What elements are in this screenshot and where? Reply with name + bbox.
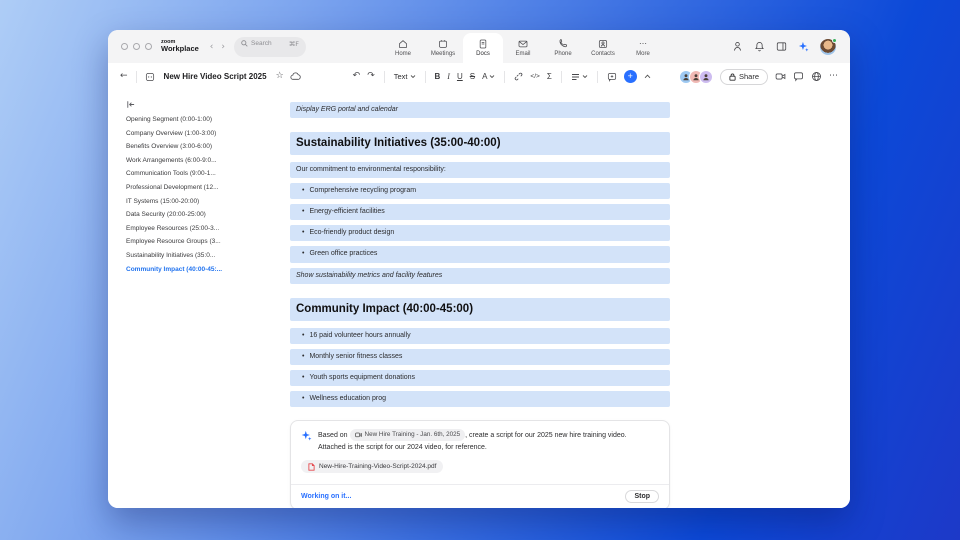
outline-item[interactable] [126, 211, 270, 218]
tab-more[interactable] [623, 30, 663, 63]
outline-item[interactable] [126, 238, 270, 245]
docs-icon [478, 39, 488, 49]
document-block[interactable] [290, 204, 670, 220]
prompt-suffix: , create a script for our 2025 new hire training video. [465, 432, 627, 440]
tab-label: Contacts [591, 50, 615, 57]
outline-item-label: Communication Tools (9:00-1... [126, 170, 216, 178]
redo-icon[interactable]: ↷ [367, 71, 375, 81]
docs-home-icon[interactable] [145, 72, 155, 82]
comment-icon[interactable] [607, 72, 617, 82]
divider [136, 71, 137, 83]
brand-zoom: zoom [161, 39, 176, 46]
document-block[interactable] [290, 298, 670, 321]
window-controls [108, 30, 161, 63]
divider [561, 71, 562, 83]
video-call-icon[interactable] [775, 71, 786, 82]
code-button[interactable]: </> [530, 73, 540, 80]
block-text: Display ERG portal and calendar [296, 106, 398, 113]
outline-item-label: Community Impact (40:00-45:... [126, 265, 223, 273]
tab-label: Home [395, 50, 412, 57]
chevron-down-icon [410, 74, 416, 79]
format-tools [353, 70, 651, 83]
document-block[interactable] [290, 370, 670, 386]
outline-item[interactable] [126, 116, 270, 123]
document-block[interactable] [290, 349, 670, 365]
list-format-dropdown[interactable] [571, 73, 588, 81]
block-text: Our commitment to environmental responsibility: [296, 166, 446, 174]
collaborator-avatars [679, 70, 713, 84]
block-text: • Youth sports equipment donations [309, 373, 416, 381]
list-icon [571, 73, 580, 81]
tab-email[interactable] [503, 30, 543, 63]
block-text: Community Impact (40:00-45:00) [296, 302, 474, 315]
outline-item-label: IT Systems (15:00-20:00) [126, 197, 200, 205]
divider [425, 71, 426, 83]
document-block[interactable] [290, 246, 670, 262]
user-avatar[interactable] [820, 39, 836, 55]
meeting-chip-label: New Hire Training - Jan. 6th, 2025 [364, 430, 461, 438]
ai-companion-card [290, 420, 670, 508]
meeting-reference-chip[interactable] [350, 429, 466, 441]
search-icon [241, 40, 248, 47]
ai-prompt-text [318, 429, 627, 453]
outline-item-label: Employee Resources (25:00-3... [126, 224, 220, 232]
home-icon [398, 39, 408, 49]
maximize-window-button[interactable] [145, 43, 152, 50]
lock-icon [729, 73, 736, 81]
outline-item[interactable] [126, 252, 270, 259]
document-block[interactable] [290, 391, 670, 407]
divider [384, 71, 385, 83]
side-panel-icon[interactable] [776, 41, 787, 52]
document-body[interactable] [270, 90, 850, 508]
outline-item[interactable] [126, 198, 270, 205]
outline-item[interactable] [126, 143, 270, 150]
text-color-dropdown[interactable] [482, 72, 495, 81]
undo-icon[interactable]: ↶ [352, 71, 361, 81]
block-text: • 16 paid volunteer hours annually [309, 331, 411, 339]
stop-button[interactable]: Stop [625, 490, 659, 503]
outline-item[interactable] [126, 225, 270, 232]
tab-label: Docs [476, 51, 490, 57]
outline-item[interactable] [126, 130, 270, 137]
block-text: • Green office practices [309, 250, 378, 258]
italic-button[interactable]: I [447, 72, 450, 81]
toolbar-right [679, 69, 838, 85]
outline-list [126, 116, 270, 273]
prompt-prefix: Based on [318, 432, 348, 440]
document-block[interactable] [290, 183, 670, 199]
outline-item[interactable] [126, 157, 270, 164]
phone-icon [558, 39, 568, 49]
meetings-icon [438, 39, 448, 49]
outline-item-label: Employee Resource Groups (3... [126, 238, 221, 246]
contacts-icon [598, 39, 608, 49]
cloud-sync-icon[interactable] [290, 72, 301, 81]
document-block[interactable] [290, 102, 670, 118]
search-shortcut: ⌘F [288, 39, 300, 48]
formula-button[interactable]: Σ [546, 72, 552, 81]
outline-sidebar [108, 90, 270, 508]
ai-sparkle-icon [301, 429, 312, 453]
block-text: • Wellness education prog [309, 394, 386, 402]
tab-label: Meetings [430, 50, 456, 57]
zoom-workplace-window [108, 30, 850, 508]
tab-label: Email [515, 50, 531, 57]
video-icon [355, 432, 362, 438]
notifications-icon[interactable] [754, 41, 765, 52]
attachment-chip[interactable] [301, 460, 443, 473]
link-icon[interactable] [514, 72, 523, 81]
search-input[interactable] [234, 37, 306, 57]
search-placeholder: Search [251, 39, 272, 47]
pdf-file-icon [308, 463, 315, 471]
document-title: New Hire Video Script 2025 [163, 72, 267, 81]
document-block[interactable] [290, 162, 670, 178]
bold-button[interactable]: B [434, 72, 441, 81]
close-window-button[interactable] [121, 43, 128, 50]
chevron-down-icon [582, 74, 588, 79]
web-icon[interactable] [811, 71, 822, 82]
block-text: • Eco-friendly product design [309, 229, 395, 237]
ai-companion-icon[interactable] [798, 41, 809, 52]
text-color-label: A [482, 72, 488, 81]
text-style-dropdown[interactable] [394, 72, 416, 81]
profile-status-icon[interactable] [732, 41, 743, 52]
underline-button[interactable]: U [456, 72, 463, 81]
minimize-window-button[interactable] [133, 43, 140, 50]
document-block[interactable] [290, 132, 670, 155]
top-tab-bar [108, 30, 850, 63]
email-icon [518, 39, 528, 49]
tab-meetings[interactable] [423, 30, 463, 63]
outline-item-label: Data Security (20:00-25:00) [126, 211, 206, 219]
outline-item-label: Company Overview (1:00-3:00) [126, 129, 217, 137]
document-blocks [290, 102, 850, 407]
document-block[interactable] [290, 268, 670, 284]
outline-item-label: Opening Segment (0:00-1:00) [126, 116, 212, 123]
more-options-icon[interactable]: ⋯ [829, 71, 838, 81]
collaborator-avatar[interactable] [699, 70, 713, 84]
prompt-line2: Attached is the script for our 2024 video, for reference. [318, 443, 487, 451]
chevron-down-icon [489, 74, 495, 79]
ai-card-footer [291, 484, 669, 508]
outline-item-label: Benefits Overview (3:00-6:00) [126, 143, 212, 151]
outline-item[interactable] [126, 266, 270, 273]
divider [597, 71, 598, 83]
outline-item-label: Sustainability Initiatives (35:0... [126, 251, 216, 259]
block-text: Sustainability Initiatives (35:00-40:00) [296, 137, 501, 150]
attachment-name: New-Hire-Training-Video-Script-2024.pdf [319, 463, 437, 471]
tab-phone[interactable] [543, 30, 583, 63]
topbar-right-icons [732, 30, 850, 63]
tab-home[interactable] [383, 30, 423, 63]
block-text: • Comprehensive recycling program [309, 187, 417, 195]
app-tabs [383, 30, 663, 63]
text-style-label: Text [393, 72, 408, 81]
nav-forward-icon[interactable]: › [221, 41, 226, 52]
outline-item-label: Work Arrangements (6:00-9:0... [126, 156, 217, 164]
brand-workplace: Workplace [161, 44, 199, 54]
share-button[interactable] [720, 69, 768, 85]
tab-docs[interactable] [463, 33, 503, 63]
share-label: Share [738, 72, 759, 81]
block-text: • Energy-efficient facilities [309, 208, 385, 216]
tab-label: Phone [554, 50, 572, 57]
favorite-star-icon[interactable]: ☆ [275, 71, 284, 81]
outline-item-label: Professional Development (12... [126, 183, 219, 191]
zoom-workplace-logo [161, 30, 199, 63]
strikethrough-button[interactable]: S [469, 72, 476, 81]
document-block[interactable] [290, 328, 670, 344]
nav-back-icon[interactable]: ‹ [209, 41, 214, 52]
more-icon: ⋯ [639, 38, 648, 48]
document-block[interactable] [290, 225, 670, 241]
outline-item[interactable] [126, 170, 270, 177]
insert-plus-button[interactable]: + [624, 70, 637, 83]
collapse-outline-icon[interactable] [126, 100, 270, 109]
document-toolbar [108, 63, 850, 90]
tab-contacts[interactable] [583, 30, 623, 63]
back-icon[interactable]: ← [120, 71, 128, 81]
outline-item[interactable] [126, 184, 270, 191]
tab-label: More [636, 50, 650, 57]
collapse-toolbar-icon[interactable] [644, 74, 651, 79]
ai-status-text: Working on it... [301, 492, 352, 500]
divider [504, 71, 505, 83]
chat-icon[interactable] [793, 71, 804, 82]
online-status-dot [832, 38, 837, 43]
block-text: Show sustainability metrics and facility features [296, 271, 443, 279]
block-text: • Monthly senior fitness classes [309, 352, 403, 360]
document-content-area [108, 90, 850, 508]
